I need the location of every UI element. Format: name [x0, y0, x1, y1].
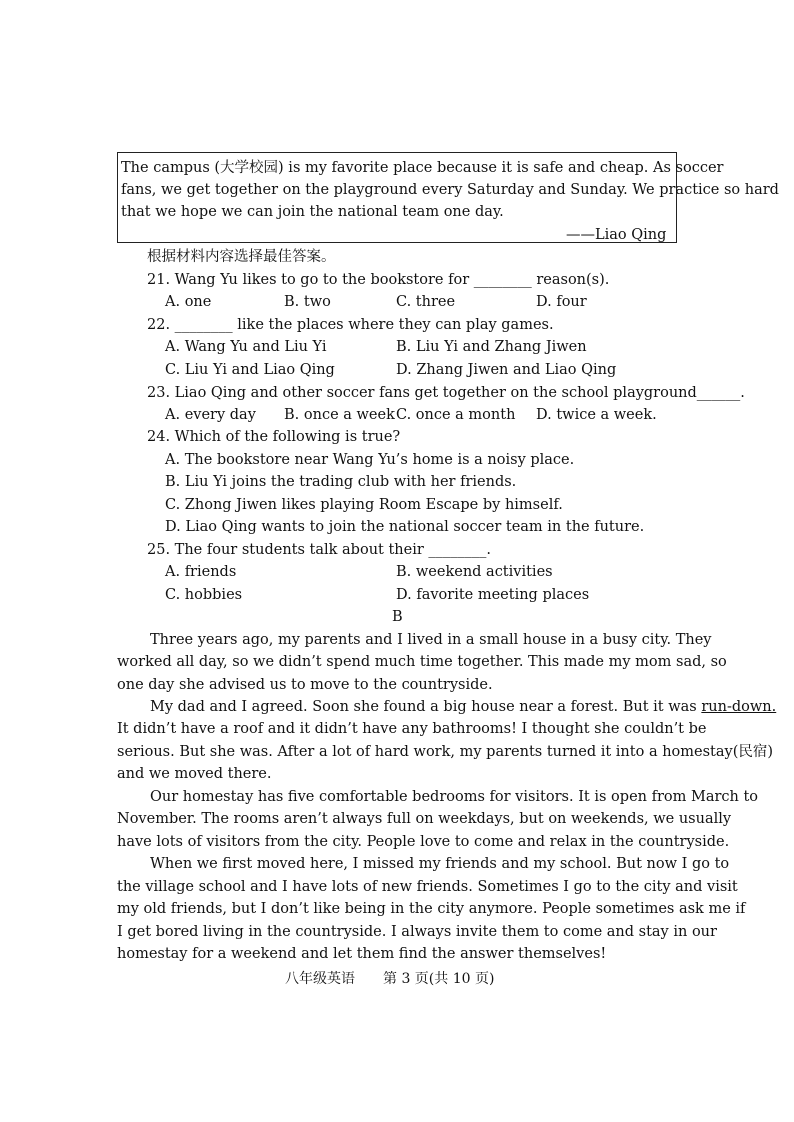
p2-line-1-text: My dad and I agreed. Soon she found a big house near a forest. But it was: [150, 699, 702, 715]
q22-option-d: D. Zhang Jiwen and Liao Qing: [396, 362, 617, 378]
q25-option-a: A. friends: [165, 564, 237, 580]
q21-option-c: C. three: [396, 294, 456, 310]
p4-line-4: I get bored living in the countryside. I always invite them to come and stay in our: [117, 924, 717, 940]
page-footer: 八年级英语 第 3 页(共 10 页): [285, 971, 495, 987]
question-23-stem: 23. Liao Qing and other soccer fans get together on the school playground______.: [147, 385, 745, 401]
run-down-word: run-down.: [701, 699, 777, 715]
q21-option-d: D. four: [536, 294, 587, 310]
question-25-stem: 25. The four students talk about their ________.: [147, 542, 491, 558]
p2-line-1: [150, 698, 777, 716]
q24-option-b: B. Liu Yi joins the trading club with her friends.: [165, 474, 517, 490]
question-21-stem: 21. Wang Yu likes to go to the bookstore for ________ reason(s).: [147, 272, 610, 288]
q22-option-b: B. Liu Yi and Zhang Jiwen: [396, 339, 587, 355]
box-line-2: fans, we get together on the playground every Saturday and Sunday. We practice so hard: [121, 182, 779, 198]
q23-option-a: A. every day: [165, 407, 256, 423]
q22-option-a: A. Wang Yu and Liu Yi: [165, 339, 327, 355]
q21-option-a: A. one: [165, 294, 212, 310]
q24-option-d: D. Liao Qing wants to join the national soccer team in the future.: [165, 519, 645, 535]
p4-line-3: my old friends, but I don’t like being in the city anymore. People sometimes ask me if: [117, 901, 746, 917]
p2-line-2: It didn’t have a roof and it didn’t have any bathrooms! I thought she couldn’t be: [117, 721, 707, 737]
p4-line-5: homestay for a weekend and let them find the answer themselves!: [117, 946, 607, 962]
p3-line-2: November. The rooms aren’t always full on weekdays, but on weekends, we usually: [117, 811, 732, 827]
q23-option-b: B. once a week: [284, 407, 395, 423]
p1-line-2: worked all day, so we didn’t spend much time together. This made my mom sad, so: [117, 654, 727, 670]
q24-option-a: A. The bookstore near Wang Yu’s home is a noisy place.: [165, 452, 575, 468]
p3-line-3: have lots of visitors from the city. People love to come and relax in the countryside.: [117, 834, 730, 850]
q21-option-b: B. two: [284, 294, 331, 310]
q23-option-d: D. twice a week.: [536, 407, 657, 423]
q25-option-c: C. hobbies: [165, 587, 243, 603]
p3-line-1: Our homestay has five comfortable bedrooms for visitors. It is open from March to: [150, 789, 759, 805]
q25-option-b: B. weekend activities: [396, 564, 553, 580]
q25-option-d: D. favorite meeting places: [396, 587, 590, 603]
box-line-3: that we hope we can join the national team one day.: [121, 204, 504, 220]
p1-line-1: Three years ago, my parents and I lived in a small house in a busy city. They: [150, 632, 712, 648]
p4-line-1: When we first moved here, I missed my friends and my school. But now I go to: [150, 856, 730, 872]
p1-line-3: one day she advised us to move to the countryside.: [117, 677, 493, 693]
q24-option-c: C. Zhong Jiwen likes playing Room Escape by himself.: [165, 497, 563, 513]
box-line-1: The campus (大学校园) is my favorite place because it is safe and cheap. As soccer: [121, 160, 724, 176]
question-24-stem: 24. Which of the following is true?: [147, 429, 401, 445]
q22-option-c: C. Liu Yi and Liao Qing: [165, 362, 335, 378]
q23-option-c: C. once a month: [396, 407, 516, 423]
p2-line-3: serious. But she was. After a lot of hard work, my parents turned it into a homestay(民宿): [117, 744, 774, 760]
question-22-stem: 22. ________ like the places where they can play games.: [147, 317, 554, 333]
instruction: 根据材料内容选择最佳答案。: [147, 249, 336, 265]
p4-line-2: the village school and I have lots of new friends. Sometimes I go to the city and visit: [117, 879, 738, 895]
signature: ——Liao Qing: [566, 227, 667, 243]
p2-line-4: and we moved there.: [117, 766, 272, 782]
section-b-heading: B: [392, 609, 403, 625]
